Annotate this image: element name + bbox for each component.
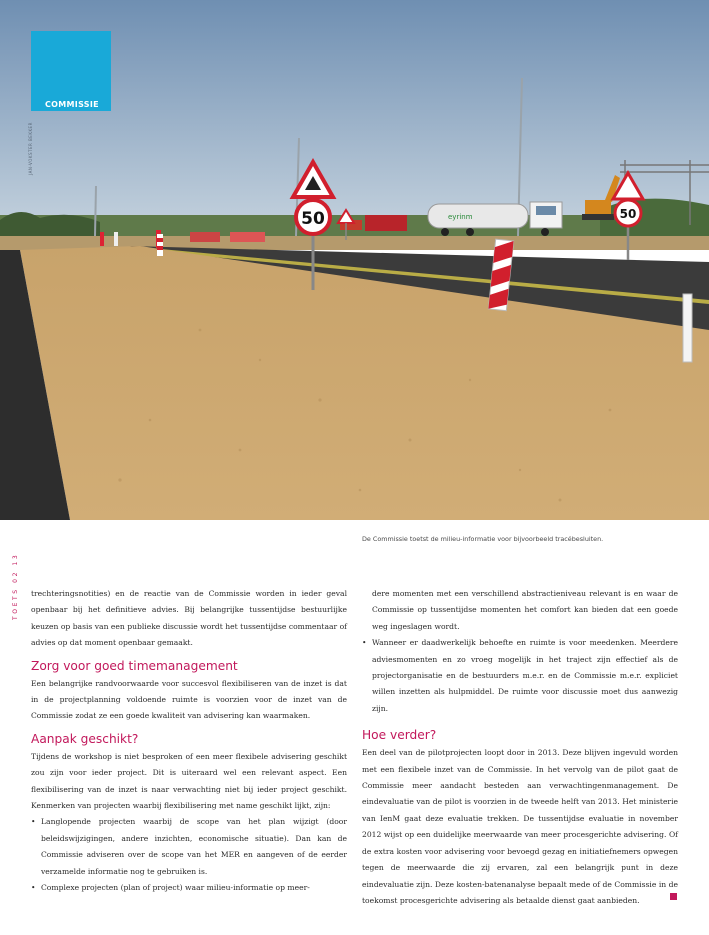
- intro-paragraph: trechteringsnotities) en de reactie van de Commissie worden in ieder geval openbaar bij het definitieve advies. Bij belangrijke tussentijdse bestuurlijke keuzen op basis van een publieke discussie wordt het tussentijdse commentaar of advies op dat moment openbaar gemaakt.: [31, 589, 347, 648]
- commissie-logo-box: [31, 31, 111, 111]
- photo-credit: JAN-VOKSTER BEKKER: [28, 122, 33, 175]
- article-end-mark: [670, 893, 677, 900]
- left-column: [31, 586, 347, 897]
- svg-text:eyrinm: eyrinm: [448, 213, 473, 221]
- hoe-verder-paragraph: Een deel van de pilotprojecten loopt door in 2013. Deze blijven ingevuld worden met een flexibele inzet van de Commissie. In het vervolg van de pilot gaat de Commissie meer aandacht besteden aan verwachtingenmanagement. De eindevaluatie van de pilot is voorzien in de tweede helft van 2013. Het ministerie van IenM gaat deze evaluatie trekken. De tussentijdse evaluatie in november 2012 wijst op een duidelijke meerwaarde van meer procesgerichte advisering. Of de extra kosten voor advisering voor bevoegd gezag en initiatiefnemers opwegen tegen de meerwaarde die zij ervaren, zal een belangrijk punt in deze eindevaluatie zijn. Deze kosten-batenanalyse bepaalt mede of de Commissie in de toekomst procesgerichte advisering als betaalde dienst gaat aanbieden.: [362, 748, 678, 905]
- photo-caption: De Commissie toetst de milieu-informatie voor bijvoorbeeld tracébesluiten.: [362, 535, 604, 543]
- list-item: • Langlopende projecten waarbij de scope van het plan wijzigt (door beleidswijzigingen, andere inzichten, economische situatie). Dan kan de Commissie adviseren over de scope van het MER en aangeven of de eerder verzamelde informatie nog te gebruiken is.: [31, 817, 347, 876]
- marker-post: [683, 294, 692, 362]
- heading-aanpak: Aanpak geschikt?: [31, 731, 139, 746]
- svg-text:50: 50: [619, 207, 637, 221]
- right-column: [362, 586, 678, 909]
- list-item: • Complexe projecten (plan of project) waar milieu-informatie op meer-: [31, 883, 310, 893]
- aanpak-paragraph: Tijdens de workshop is niet besproken of een meer flexibele advisering geschikt zou zijn voor ieder project. Dit is uiteraard wel een relevant aspect. Een flexibilisering van de inzet is naar verwachting niet bij ieder project geschikt. Kenmerken van projecten waarbij flexibilisering met name geschikt lijkt, zijn:: [31, 751, 347, 811]
- criteria-list: [31, 814, 347, 896]
- svg-text:50: 50: [301, 209, 325, 229]
- logo-label: COMMISSIE: [45, 100, 99, 109]
- running-head: TOETS 02 13: [12, 552, 19, 620]
- timemanagement-paragraph: Een belangrijke randvoorwaarde voor succesvol flexibiliseren van de inzet is dat in de projectplanning voldoende ruimte is voorzien voor de inzet van de Commissie zodat ze een goede kwaliteit van advisering kan waarmaken.: [31, 678, 347, 721]
- heading-hoe-verder: Hoe verder?: [362, 728, 437, 743]
- heading-timemanagement: Zorg voor goed timemanagement: [31, 658, 238, 673]
- continuation-text: dere momenten met een verschillend abstractieniveau relevant is en waar de Commissie op tussentijdse momenten het comfort kan bieden dat een goede weg ingeslagen wordt.: [372, 589, 678, 631]
- list-item: • Wanneer er daadwerkelijk behoefte en ruimte is voor meedenken. Meerdere adviesmomenten en zo vroeg mogelijk in het traject zijn effectief als de projectorganisatie en de bestuurders m.e.r. en de Commissie m.e.r. expliciet willen inzetten als hulpmiddel. De ruimte voor discussie moet dus aanwezig zijn.: [362, 638, 678, 713]
- criteria-list-continued: [362, 635, 678, 717]
